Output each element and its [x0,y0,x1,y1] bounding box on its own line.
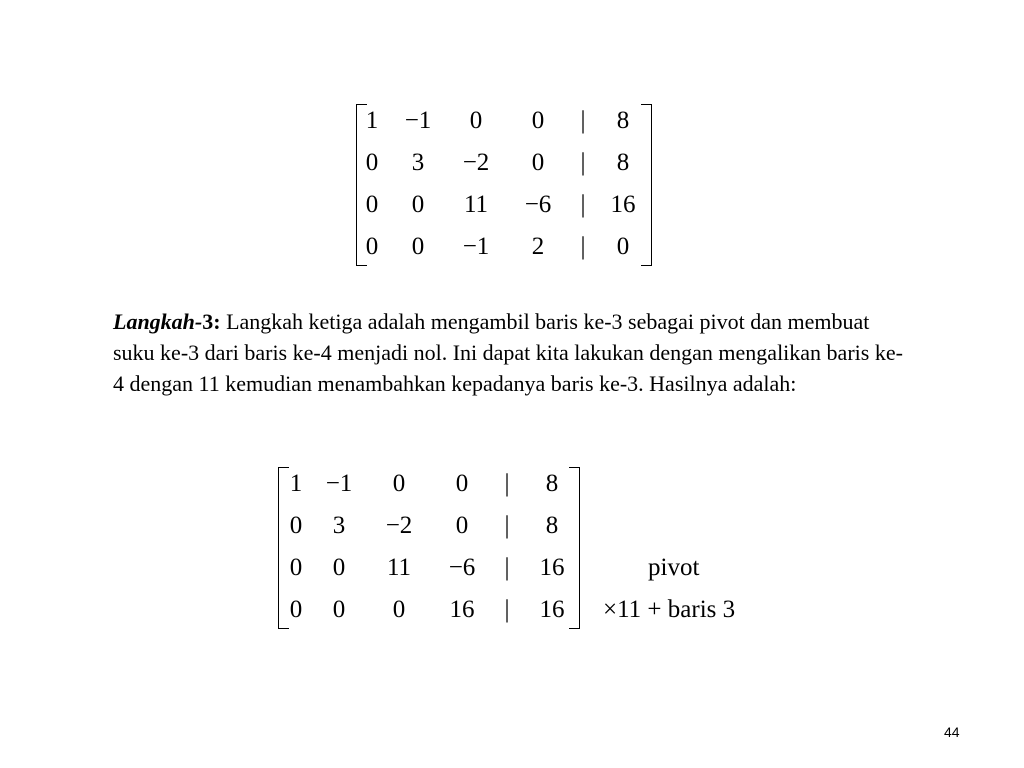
matrix-cell: −1 [462,233,490,260]
matrix-right-bracket [641,104,652,266]
matrix-cell: 0 [469,107,483,134]
matrix-cell: 0 [455,470,469,497]
step-label: Langkah- [113,309,203,334]
matrix-cell: −2 [385,512,413,539]
matrix-cell-rhs: 8 [545,512,559,539]
matrix-cell-rhs: 16 [539,596,565,623]
matrix-separator: | [580,107,586,134]
matrix-separator: | [504,554,510,581]
matrix-cell: 11 [463,191,489,218]
matrix-cell: 0 [411,233,425,260]
augmented-matrix-after [278,463,580,631]
matrix-cell: 0 [289,596,303,623]
matrix-cell: 0 [289,554,303,581]
step-number: 3: [202,309,221,334]
augmented-matrix-before [356,100,652,268]
matrix-cell: 0 [365,149,379,176]
matrix-cell: 0 [531,149,545,176]
matrix-separator: | [504,470,510,497]
matrix-cell-rhs: 8 [616,149,630,176]
matrix-left-bracket [356,104,367,266]
matrix-cell: 0 [392,470,406,497]
matrix-cell-rhs: 8 [545,470,559,497]
matrix-separator: | [580,191,586,218]
matrix-cell: −6 [448,554,476,581]
matrix-cell: −1 [404,107,432,134]
matrix-cell: 3 [332,512,346,539]
matrix-cell: −2 [462,149,490,176]
matrix-cell-rhs: 0 [616,233,630,260]
matrix-separator: | [580,233,586,260]
row-operation-annotation: ×11 + baris 3 [603,596,736,623]
matrix-cell: 0 [332,596,346,623]
pivot-annotation: pivot [648,554,700,581]
matrix-cell: 0 [332,554,346,581]
matrix-cell: 1 [289,470,303,497]
matrix-cell: 0 [392,596,406,623]
matrix-cell: 0 [411,191,425,218]
matrix-cell-rhs: 8 [616,107,630,134]
matrix-cell: 0 [289,512,303,539]
matrix-cell: −6 [524,191,552,218]
matrix-cell: 1 [365,107,379,134]
matrix-cell: 0 [531,107,545,134]
matrix-cell: 0 [365,233,379,260]
matrix-cell: 16 [449,596,475,623]
matrix-cell-rhs: 16 [610,191,636,218]
matrix-cell-rhs: 16 [539,554,565,581]
matrix-cell: 0 [455,512,469,539]
matrix-cell: 11 [386,554,412,581]
matrix-separator: | [580,149,586,176]
step-description [113,306,913,399]
matrix-cell: 0 [365,191,379,218]
page-number: 44 [944,724,960,740]
matrix-cell: −1 [325,470,353,497]
matrix-right-bracket [569,467,580,629]
matrix-cell: 3 [411,149,425,176]
matrix-separator: | [504,512,510,539]
matrix-separator: | [504,596,510,623]
step-text: Langkah ketiga adalah mengambil baris ke-3 sebagai pivot dan membuat suku ke-3 dari baris ke-4 menjadi nol. Ini dapat kita lakukan dengan mengalikan baris ke-4 dengan 11 kemudian menambahkan kepadanya baris ke-3. Hasilnya adalah: [113,309,903,396]
matrix-left-bracket [278,467,289,629]
matrix-cell: 2 [531,233,545,260]
